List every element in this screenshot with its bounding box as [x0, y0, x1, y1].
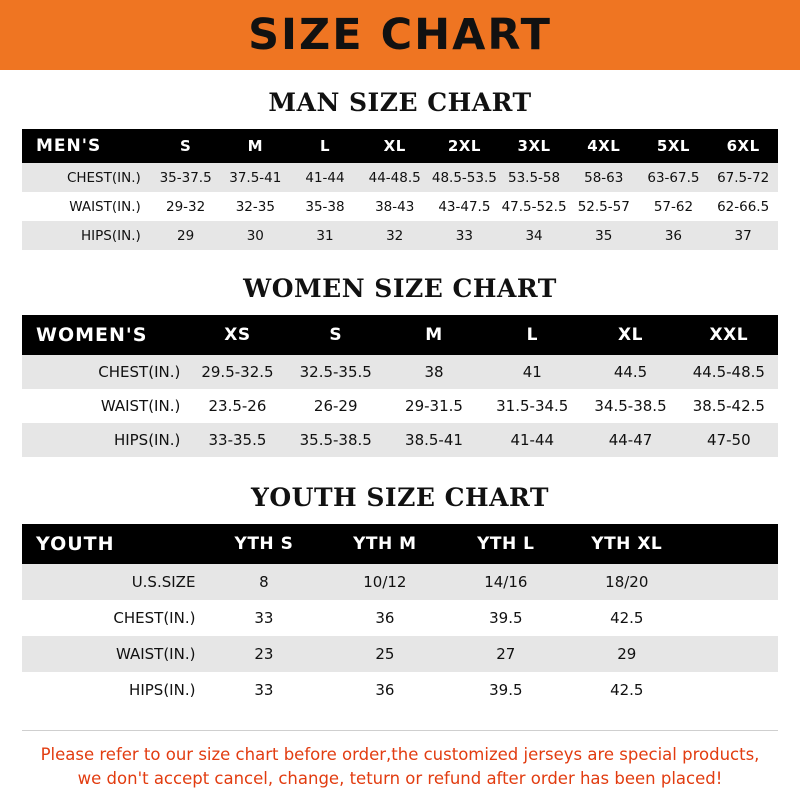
- cell: 62-66.5: [708, 192, 778, 221]
- column-header: M: [385, 315, 483, 355]
- cell: 29: [566, 636, 687, 672]
- column-header: XL: [581, 315, 679, 355]
- cell-spacer: [687, 636, 778, 672]
- cell: 63-67.5: [639, 163, 709, 192]
- women-size-table: [22, 315, 778, 457]
- cell: 39.5: [445, 672, 566, 708]
- column-header: YTH L: [445, 524, 566, 564]
- cell: 31.5-34.5: [483, 389, 581, 423]
- table-row: [22, 636, 778, 672]
- cell: 52.5-57: [569, 192, 639, 221]
- column-header: 3XL: [499, 129, 569, 163]
- cell: 35-37.5: [151, 163, 221, 192]
- cell: 29.5-32.5: [188, 355, 286, 389]
- cell: 18/20: [566, 564, 687, 600]
- column-header: 6XL: [708, 129, 778, 163]
- cell: 29-32: [151, 192, 221, 221]
- header-banner: [0, 0, 800, 70]
- cell: 44.5: [581, 355, 679, 389]
- cell: 35: [569, 221, 639, 250]
- cell: 47-50: [680, 423, 778, 457]
- cell: 41-44: [290, 163, 360, 192]
- cell: 44-47: [581, 423, 679, 457]
- row-label: CHEST(IN.): [22, 355, 188, 389]
- table-row: [22, 355, 778, 389]
- men-section-title: MAN SIZE CHART: [268, 88, 532, 117]
- table-row: [22, 672, 778, 708]
- column-header: 4XL: [569, 129, 639, 163]
- cell: 29-31.5: [385, 389, 483, 423]
- cell: 36: [639, 221, 709, 250]
- row-label: U.S.SIZE: [22, 564, 203, 600]
- cell: 42.5: [566, 672, 687, 708]
- table-row: [22, 600, 778, 636]
- cell: 38.5-41: [385, 423, 483, 457]
- cell: 30: [220, 221, 290, 250]
- table-header-row: [22, 129, 778, 163]
- men-size-table: [22, 129, 778, 250]
- column-header: S: [151, 129, 221, 163]
- row-label: HIPS(IN.): [22, 221, 151, 250]
- youth-section-title: YOUTH SIZE CHART: [251, 483, 549, 512]
- column-header: XXL: [680, 315, 778, 355]
- cell: 43-47.5: [430, 192, 500, 221]
- cell-spacer: [687, 564, 778, 600]
- cell: 23: [203, 636, 324, 672]
- cell: 41: [483, 355, 581, 389]
- column-header: YTH XL: [566, 524, 687, 564]
- column-header-spacer: [687, 524, 778, 564]
- youth-header-label: YOUTH: [22, 524, 203, 564]
- cell: 41-44: [483, 423, 581, 457]
- table-header-row: [22, 315, 778, 355]
- footer-line-1: Please refer to our size chart before order,the customized jerseys are special products,: [40, 745, 760, 764]
- cell: 44.5-48.5: [680, 355, 778, 389]
- cell: 58-63: [569, 163, 639, 192]
- cell: 38: [385, 355, 483, 389]
- cell: 35.5-38.5: [287, 423, 385, 457]
- footer-line-2: we don't accept cancel, change, teturn or refund after order has been placed!: [77, 768, 723, 788]
- chart-content: [0, 70, 800, 801]
- row-label: CHEST(IN.): [22, 163, 151, 192]
- cell: 29: [151, 221, 221, 250]
- cell: 53.5-58: [499, 163, 569, 192]
- cell: 36: [324, 600, 445, 636]
- cell: 57-62: [639, 192, 709, 221]
- cell: 25: [324, 636, 445, 672]
- table-row: [22, 389, 778, 423]
- cell: 42.5: [566, 600, 687, 636]
- youth-size-table: [22, 524, 778, 708]
- column-header: L: [290, 129, 360, 163]
- cell: 33: [203, 672, 324, 708]
- table-row: [22, 221, 778, 250]
- men-header-label: MEN'S: [22, 129, 151, 163]
- cell: 14/16: [445, 564, 566, 600]
- table-row: [22, 564, 778, 600]
- cell: 36: [324, 672, 445, 708]
- cell: 47.5-52.5: [499, 192, 569, 221]
- row-label: HIPS(IN.): [22, 423, 188, 457]
- cell: 31: [290, 221, 360, 250]
- cell: 32: [360, 221, 430, 250]
- table-header-row: [22, 524, 778, 564]
- page-title: SIZE CHART: [248, 9, 552, 60]
- cell: 26-29: [287, 389, 385, 423]
- cell: 44-48.5: [360, 163, 430, 192]
- cell: 34.5-38.5: [581, 389, 679, 423]
- column-header: XL: [360, 129, 430, 163]
- cell: 48.5-53.5: [430, 163, 500, 192]
- row-label: WAIST(IN.): [22, 192, 151, 221]
- row-label: CHEST(IN.): [22, 600, 203, 636]
- women-header-label: WOMEN'S: [22, 315, 188, 355]
- cell: 32-35: [220, 192, 290, 221]
- row-label: WAIST(IN.): [22, 636, 203, 672]
- table-row: [22, 423, 778, 457]
- women-section-title: WOMEN SIZE CHART: [243, 274, 557, 303]
- cell-spacer: [687, 672, 778, 708]
- column-header: S: [287, 315, 385, 355]
- cell: 27: [445, 636, 566, 672]
- cell-spacer: [687, 600, 778, 636]
- footer-note: [22, 731, 778, 801]
- table-row: [22, 163, 778, 192]
- column-header: 5XL: [639, 129, 709, 163]
- cell: 33: [203, 600, 324, 636]
- cell: 37.5-41: [220, 163, 290, 192]
- column-header: YTH M: [324, 524, 445, 564]
- cell: 23.5-26: [188, 389, 286, 423]
- cell: 38.5-42.5: [680, 389, 778, 423]
- cell: 38-43: [360, 192, 430, 221]
- cell: 32.5-35.5: [287, 355, 385, 389]
- column-header: M: [220, 129, 290, 163]
- cell: 33: [430, 221, 500, 250]
- table-row: [22, 192, 778, 221]
- cell: 8: [203, 564, 324, 600]
- cell: 10/12: [324, 564, 445, 600]
- cell: 67.5-72: [708, 163, 778, 192]
- cell: 39.5: [445, 600, 566, 636]
- cell: 35-38: [290, 192, 360, 221]
- row-label: HIPS(IN.): [22, 672, 203, 708]
- column-header: L: [483, 315, 581, 355]
- column-header: 2XL: [430, 129, 500, 163]
- row-label: WAIST(IN.): [22, 389, 188, 423]
- cell: 37: [708, 221, 778, 250]
- column-header: YTH S: [203, 524, 324, 564]
- cell: 33-35.5: [188, 423, 286, 457]
- column-header: XS: [188, 315, 286, 355]
- cell: 34: [499, 221, 569, 250]
